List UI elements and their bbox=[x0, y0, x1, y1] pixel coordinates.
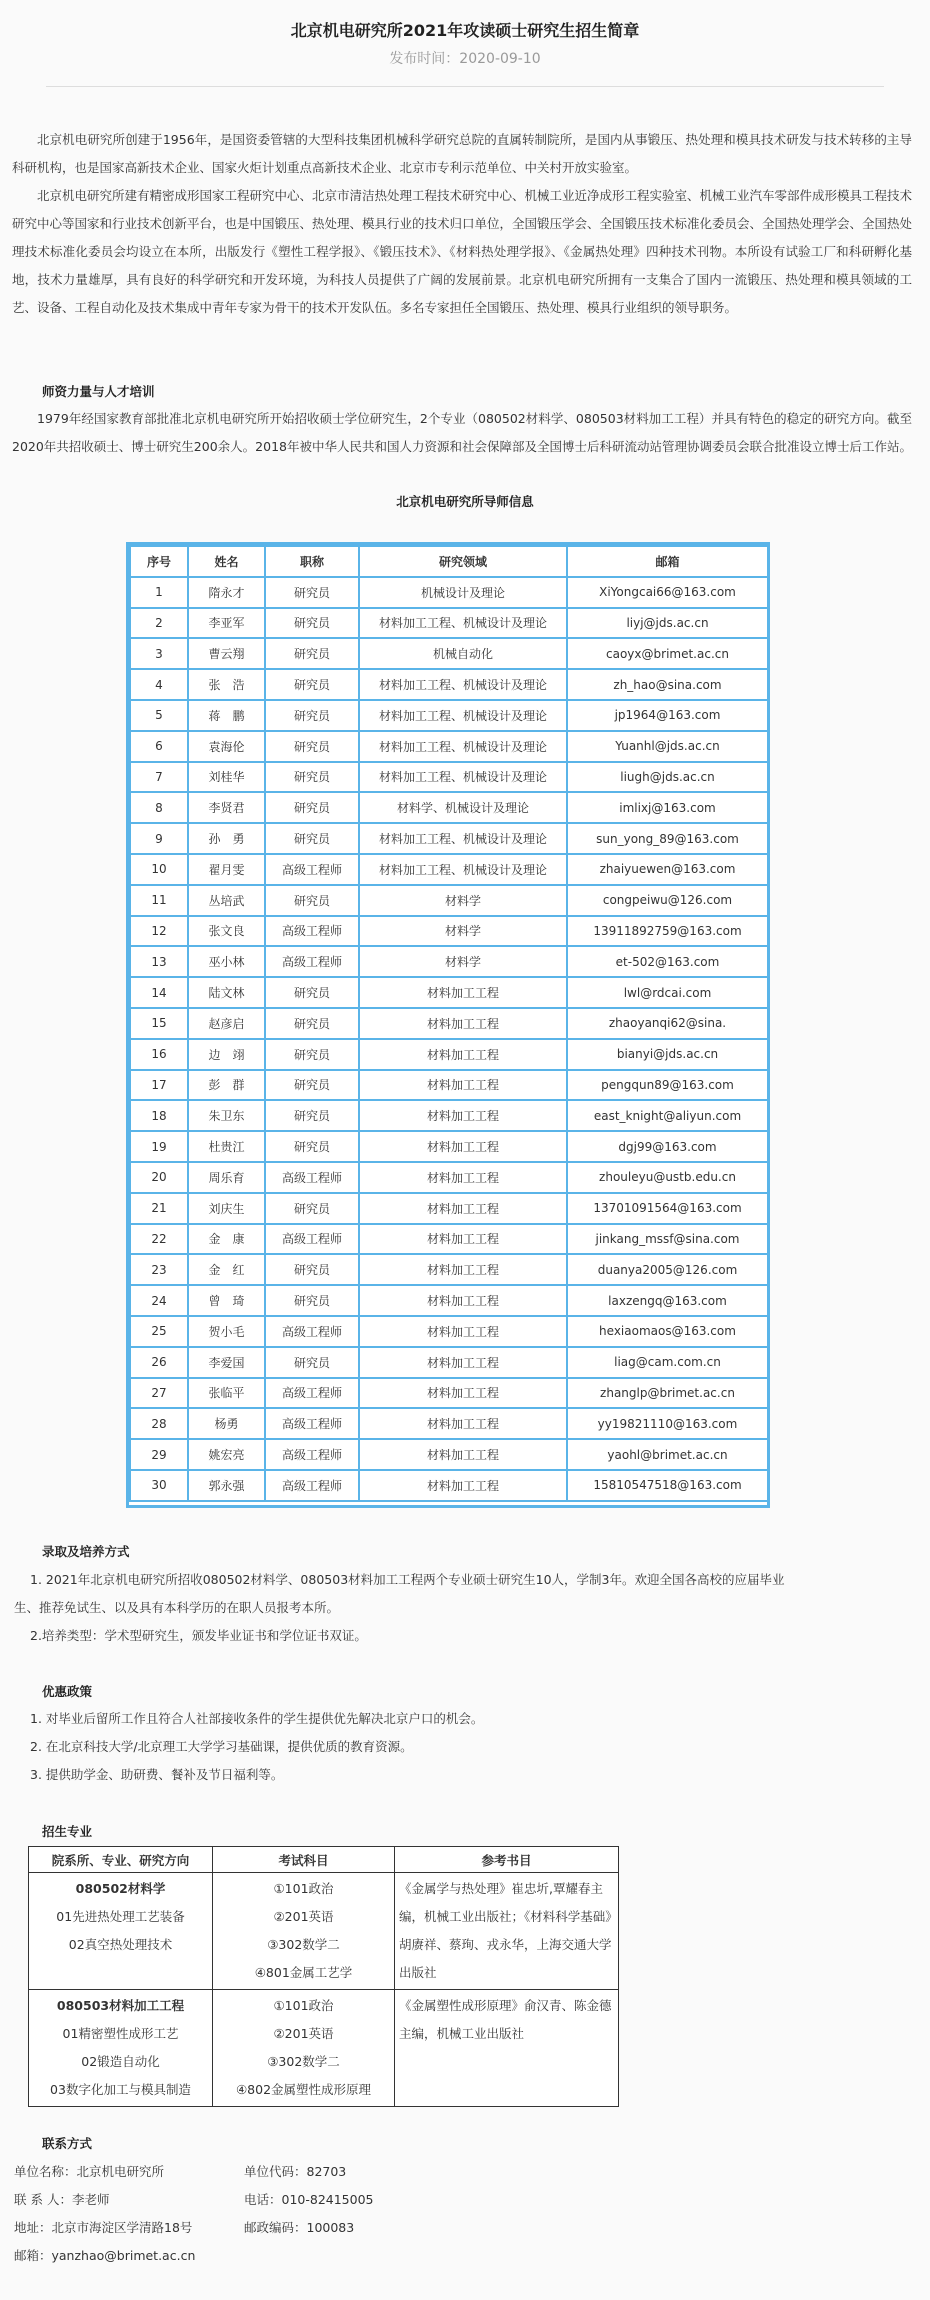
tutor-title: 高级工程师 bbox=[265, 1470, 359, 1501]
tutor-email[interactable]: liag@cam.com.cn bbox=[567, 1347, 768, 1378]
tutor-name: 姚宏亮 bbox=[188, 1439, 265, 1470]
contact-address: 地址：北京市海淀区学清路18号 bbox=[14, 2220, 193, 2235]
major-direction: 02真空热处理技术 bbox=[68, 1937, 173, 1952]
tutor-field: 材料加工工程 bbox=[359, 1378, 567, 1409]
tutor-table-header bbox=[130, 546, 768, 577]
tutor-title: 高级工程师 bbox=[265, 916, 359, 947]
tutor-field: 材料加工工程 bbox=[359, 1439, 567, 1470]
tutor-email[interactable]: east_knight@aliyun.com bbox=[567, 1100, 768, 1131]
major-direction: 03数字化加工与模具制造 bbox=[50, 2082, 191, 2097]
tutor-index: 17 bbox=[130, 1070, 188, 1101]
tutor-email[interactable]: bianyi@jds.ac.cn bbox=[567, 1039, 768, 1070]
benefits-heading: 优惠政策 bbox=[42, 1684, 93, 1699]
table-row bbox=[130, 1439, 768, 1470]
tutor-email[interactable]: lwl@rdcai.com bbox=[567, 977, 768, 1008]
tutor-field: 机械自动化 bbox=[359, 638, 567, 669]
col-header-title: 职称 bbox=[265, 546, 359, 577]
tutor-index: 10 bbox=[130, 854, 188, 885]
tutor-title: 研究员 bbox=[265, 577, 359, 608]
table-row bbox=[130, 1100, 768, 1131]
table-row bbox=[130, 1347, 768, 1378]
tutor-table-title: 北京机电研究所导师信息 bbox=[396, 494, 534, 509]
tutor-title: 高级工程师 bbox=[265, 1224, 359, 1255]
exam-subject: ②201英语 bbox=[273, 1909, 334, 1924]
table-row bbox=[130, 1008, 768, 1039]
tutor-name: 蒋 鹏 bbox=[188, 700, 265, 731]
tutor-name: 彭 群 bbox=[188, 1070, 265, 1101]
contact-person: 联 系 人：李老师 bbox=[14, 2192, 110, 2207]
tutor-field: 材料学 bbox=[359, 946, 567, 977]
tutor-name: 赵彦启 bbox=[188, 1008, 265, 1039]
divider bbox=[46, 86, 884, 87]
tutor-title: 研究员 bbox=[265, 638, 359, 669]
tutor-index: 20 bbox=[130, 1162, 188, 1193]
tutor-index: 29 bbox=[130, 1439, 188, 1470]
tutor-title: 研究员 bbox=[265, 608, 359, 639]
tutor-email[interactable]: duanya2005@126.com bbox=[567, 1254, 768, 1285]
benefits-line-2: 2. 在北京科技大学/北京理工大学学习基础课，提供优质的教育资源。 bbox=[30, 1739, 413, 1754]
admission-line-1: 1. 2021年北京机电研究所招收080502材料学、080503材料加工工程两个专业硕士研究生10人，学制3年。欢迎全国各高校的应届毕业 bbox=[30, 1572, 785, 1587]
exam-subject: ③302数学二 bbox=[267, 1937, 340, 1952]
table-row bbox=[130, 1193, 768, 1224]
tutor-title: 高级工程师 bbox=[265, 1439, 359, 1470]
tutor-index: 28 bbox=[130, 1408, 188, 1439]
tutor-field: 材料加工工程 bbox=[359, 1162, 567, 1193]
tutor-email[interactable]: jinkang_mssf@sina.com bbox=[567, 1224, 768, 1255]
tutor-index: 11 bbox=[130, 885, 188, 916]
tutor-email[interactable]: congpeiwu@126.com bbox=[567, 885, 768, 916]
exam-subject: ①101政治 bbox=[273, 1998, 334, 2013]
intro-paragraph-2: 北京机电研究所建有精密成形国家工程研究中心、北京市清洁热处理工程技术研究中心、机械工业近净成形工程实验室、机械工业汽车零部件成形模具工程技术研究中心等国家和行业技术创新平台，也是中国锻压、热处理、模具行业的技术归口单位，全国锻压学会、全国锻压技术标准化委员会、全国热处理学会、全国热处理技术标准化委员会均设立在本所，出版发行《塑性工程学报》、《锻压技术》、《材料热处理学报》、《金属热处理》四种技术刊物。本所设有试验工厂和科研孵化基地，技术力量雄厚，具有良好的科学研究和开发环境，为科技人员提供了广阔的发展前景。北京机电研究所拥有一支集合了国内一流锻压、热处理和模具领域的工艺、设备、工程自动化及技术集成中青年专家为骨干的技术开发队伍。多名专家担任全国锻压、热处理、模具行业组织的领导职务。 bbox=[12, 188, 913, 315]
tutor-field: 材料学 bbox=[359, 885, 567, 916]
tutor-index: 1 bbox=[130, 577, 188, 608]
tutor-name: 李爱国 bbox=[188, 1347, 265, 1378]
tutor-name: 朱卫东 bbox=[188, 1100, 265, 1131]
exam-subject: ②201英语 bbox=[273, 2026, 334, 2041]
major-direction: 01先进热处理工艺装备 bbox=[56, 1909, 185, 1924]
tutor-field: 材料加工工程 bbox=[359, 1008, 567, 1039]
table-row bbox=[130, 854, 768, 885]
major-direction: 01精密塑性成形工艺 bbox=[62, 2026, 179, 2041]
tutor-title: 研究员 bbox=[265, 977, 359, 1008]
tutor-index: 9 bbox=[130, 823, 188, 854]
tutor-title: 研究员 bbox=[265, 1008, 359, 1039]
table-row bbox=[130, 608, 768, 639]
tutor-field: 材料加工工程 bbox=[359, 1316, 567, 1347]
table-row bbox=[130, 731, 768, 762]
tutor-title: 研究员 bbox=[265, 1347, 359, 1378]
tutor-title: 研究员 bbox=[265, 1070, 359, 1101]
tutor-email[interactable]: 13701091564@163.com bbox=[567, 1193, 768, 1224]
major-books-cell: 《金属学与热处理》崔忠圻,覃耀春主编，机械工业出版社；《材料科学基础》胡赓祥、蔡珣、戎永华，上海交通大学出版社 bbox=[395, 1873, 619, 1990]
tutor-name: 隋永才 bbox=[188, 577, 265, 608]
table-row bbox=[130, 1131, 768, 1162]
tutor-title: 研究员 bbox=[265, 731, 359, 762]
tutor-index: 13 bbox=[130, 946, 188, 977]
table-row bbox=[130, 885, 768, 916]
tutor-email[interactable]: sun_yong_89@163.com bbox=[567, 823, 768, 854]
admission-heading: 录取及培养方式 bbox=[42, 1544, 130, 1559]
tutor-field: 材料加工工程、机械设计及理论 bbox=[359, 731, 567, 762]
tutor-index: 2 bbox=[130, 608, 188, 639]
table-row bbox=[130, 638, 768, 669]
tutor-email[interactable]: jp1964@163.com bbox=[567, 700, 768, 731]
tutor-email[interactable]: laxzengq@163.com bbox=[567, 1285, 768, 1316]
tutor-index: 23 bbox=[130, 1254, 188, 1285]
exam-subject: ④802金属塑性成形原理 bbox=[235, 2082, 372, 2097]
tutor-field: 材料加工工程 bbox=[359, 1039, 567, 1070]
table-row bbox=[130, 916, 768, 947]
tutor-field: 材料加工工程 bbox=[359, 1193, 567, 1224]
tutor-email[interactable]: pengqun89@163.com bbox=[567, 1070, 768, 1101]
tutor-field: 材料加工工程、机械设计及理论 bbox=[359, 700, 567, 731]
tutor-title: 研究员 bbox=[265, 669, 359, 700]
col-header-index: 序号 bbox=[130, 546, 188, 577]
tutor-email[interactable]: et-502@163.com bbox=[567, 946, 768, 977]
tutor-field: 材料加工工程、机械设计及理论 bbox=[359, 854, 567, 885]
tutor-title: 研究员 bbox=[265, 792, 359, 823]
table-row bbox=[130, 1285, 768, 1316]
major-program-cell bbox=[29, 1873, 213, 1990]
tutor-title: 研究员 bbox=[265, 1039, 359, 1070]
tutor-email[interactable]: dgj99@163.com bbox=[567, 1131, 768, 1162]
tutor-name: 周乐育 bbox=[188, 1162, 265, 1193]
tutor-title: 研究员 bbox=[265, 1254, 359, 1285]
contact-unit-name: 单位名称：北京机电研究所 bbox=[14, 2164, 165, 2179]
tutor-title: 高级工程师 bbox=[265, 946, 359, 977]
tutor-email[interactable]: hexiaomaos@163.com bbox=[567, 1316, 768, 1347]
tutor-title: 研究员 bbox=[265, 762, 359, 793]
tutor-index: 4 bbox=[130, 669, 188, 700]
col-header-name: 姓名 bbox=[188, 546, 265, 577]
tutor-email[interactable]: yy19821110@163.com bbox=[567, 1408, 768, 1439]
tutor-name: 丛培武 bbox=[188, 885, 265, 916]
tutor-index: 7 bbox=[130, 762, 188, 793]
table-row bbox=[130, 577, 768, 608]
tutor-email[interactable]: zhouleyu@ustb.edu.cn bbox=[567, 1162, 768, 1193]
tutor-field: 材料加工工程 bbox=[359, 1224, 567, 1255]
tutor-name: 曾 琦 bbox=[188, 1285, 265, 1316]
tutor-name: 张 浩 bbox=[188, 669, 265, 700]
tutor-table bbox=[126, 542, 770, 1508]
tutor-title: 研究员 bbox=[265, 700, 359, 731]
tutor-title: 研究员 bbox=[265, 1193, 359, 1224]
tutor-name: 李亚军 bbox=[188, 608, 265, 639]
tutor-title: 高级工程师 bbox=[265, 1316, 359, 1347]
tutor-title: 研究员 bbox=[265, 823, 359, 854]
table-row bbox=[130, 823, 768, 854]
tutor-index: 21 bbox=[130, 1193, 188, 1224]
col-header-field: 研究领域 bbox=[359, 546, 567, 577]
tutor-email[interactable]: zhaoyanqi62@sina. bbox=[567, 1008, 768, 1039]
benefits-line-1: 1. 对毕业后留所工作且符合人社部接收条件的学生提供优先解决北京户口的机会。 bbox=[30, 1711, 484, 1726]
major-exams-cell bbox=[213, 1873, 395, 1990]
tutor-name: 郭永强 bbox=[188, 1470, 265, 1501]
tutor-name: 杨勇 bbox=[188, 1408, 265, 1439]
tutor-field: 材料学 bbox=[359, 916, 567, 947]
col-header-email: 邮箱 bbox=[567, 546, 768, 577]
tutor-index: 3 bbox=[130, 638, 188, 669]
tutor-index: 24 bbox=[130, 1285, 188, 1316]
majors-table bbox=[28, 1846, 619, 2107]
majors-col-exams: 考试科目 bbox=[213, 1847, 395, 1873]
tutor-field: 材料加工工程 bbox=[359, 1347, 567, 1378]
tutor-field: 材料加工工程 bbox=[359, 1100, 567, 1131]
table-row bbox=[130, 977, 768, 1008]
major-books-cell: 《金属塑性成形原理》俞汉青、陈金德主编，机械工业出版社 bbox=[395, 1990, 619, 2107]
table-row bbox=[130, 1254, 768, 1285]
table-row bbox=[130, 1408, 768, 1439]
tutor-index: 25 bbox=[130, 1316, 188, 1347]
tutor-index: 15 bbox=[130, 1008, 188, 1039]
tutor-field: 材料加工工程 bbox=[359, 1254, 567, 1285]
table-row bbox=[130, 1039, 768, 1070]
majors-table-header bbox=[29, 1847, 619, 1873]
tutor-title: 高级工程师 bbox=[265, 1408, 359, 1439]
tutor-index: 18 bbox=[130, 1100, 188, 1131]
majors-col-program: 院系所、专业、研究方向 bbox=[29, 1847, 213, 1873]
tutor-name: 边 翊 bbox=[188, 1039, 265, 1070]
contact-email: 邮箱：yanzhao@brimet.ac.cn bbox=[14, 2248, 196, 2263]
tutor-name: 李贤君 bbox=[188, 792, 265, 823]
tutor-email[interactable]: imlixj@163.com bbox=[567, 792, 768, 823]
table-row bbox=[130, 1316, 768, 1347]
major-direction: 02锻造自动化 bbox=[81, 2054, 160, 2069]
table-row bbox=[130, 1070, 768, 1101]
tutor-name: 贺小毛 bbox=[188, 1316, 265, 1347]
majors-heading: 招生专业 bbox=[42, 1824, 93, 1839]
tutor-name: 曹云翔 bbox=[188, 638, 265, 669]
table-row bbox=[130, 946, 768, 977]
major-program-cell bbox=[29, 1990, 213, 2107]
contact-unit-code: 单位代码：82703 bbox=[244, 2164, 347, 2179]
exam-subject: ①101政治 bbox=[273, 1881, 334, 1896]
tutor-index: 14 bbox=[130, 977, 188, 1008]
tutor-email[interactable]: 13911892759@163.com bbox=[567, 916, 768, 947]
tutor-email[interactable]: 15810547518@163.com bbox=[567, 1470, 768, 1501]
tutor-email[interactable]: zh_hao@sina.com bbox=[567, 669, 768, 700]
table-row bbox=[130, 700, 768, 731]
tutor-email[interactable]: XiYongcai66@163.com bbox=[567, 577, 768, 608]
exam-subject: ③302数学二 bbox=[267, 2054, 340, 2069]
tutor-field: 材料加工工程 bbox=[359, 1285, 567, 1316]
tutor-email[interactable]: liyj@jds.ac.cn bbox=[567, 608, 768, 639]
tutor-email[interactable]: Yuanhl@jds.ac.cn bbox=[567, 731, 768, 762]
contact-phone: 电话：010-82415005 bbox=[244, 2192, 374, 2207]
tutor-name: 张文良 bbox=[188, 916, 265, 947]
tutor-index: 8 bbox=[130, 792, 188, 823]
tutor-index: 19 bbox=[130, 1131, 188, 1162]
table-row bbox=[130, 669, 768, 700]
table-row bbox=[130, 792, 768, 823]
tutor-name: 金 红 bbox=[188, 1254, 265, 1285]
tutor-index: 22 bbox=[130, 1224, 188, 1255]
tutor-index: 12 bbox=[130, 916, 188, 947]
tutor-index: 30 bbox=[130, 1470, 188, 1501]
tutor-field: 材料加工工程 bbox=[359, 1131, 567, 1162]
table-row bbox=[130, 1162, 768, 1193]
tutor-name: 陆文林 bbox=[188, 977, 265, 1008]
admission-line-2: 生、推荐免试生、以及具有本科学历的在职人员报考本所。 bbox=[14, 1600, 340, 1615]
tutor-title: 高级工程师 bbox=[265, 854, 359, 885]
page-title: 北京机电研究所2021年攻读硕士研究生招生简章 bbox=[290, 21, 640, 40]
tutor-title: 研究员 bbox=[265, 1285, 359, 1316]
tutor-name: 袁海伦 bbox=[188, 731, 265, 762]
exam-subject: ④801金属工艺学 bbox=[254, 1965, 353, 1980]
tutor-name: 孙 勇 bbox=[188, 823, 265, 854]
tutor-index: 27 bbox=[130, 1378, 188, 1409]
tutor-title: 高级工程师 bbox=[265, 1162, 359, 1193]
tutor-name: 张临平 bbox=[188, 1378, 265, 1409]
publish-date: 发布时间：2020-09-10 bbox=[389, 51, 541, 67]
tutor-title: 研究员 bbox=[265, 1100, 359, 1131]
tutor-index: 16 bbox=[130, 1039, 188, 1070]
tutor-name: 杜贵江 bbox=[188, 1131, 265, 1162]
admission-line-3: 2.培养类型：学术型研究生，颁发毕业证书和学位证书双证。 bbox=[30, 1628, 367, 1643]
tutor-email[interactable]: zhaiyuewen@163.com bbox=[567, 854, 768, 885]
major-name: 080502材料学 bbox=[75, 1881, 166, 1896]
tutor-index: 26 bbox=[130, 1347, 188, 1378]
tutor-field: 材料加工工程 bbox=[359, 1470, 567, 1501]
contact-heading: 联系方式 bbox=[42, 2136, 93, 2151]
tutor-name: 巫小林 bbox=[188, 946, 265, 977]
table-row bbox=[130, 1378, 768, 1409]
table-row bbox=[130, 1224, 768, 1255]
tutor-index: 6 bbox=[130, 731, 188, 762]
major-row bbox=[29, 1873, 619, 1990]
tutor-field: 材料加工工程、机械设计及理论 bbox=[359, 762, 567, 793]
table-row bbox=[130, 762, 768, 793]
contact-postcode: 邮政编码：100083 bbox=[244, 2220, 355, 2235]
tutor-email[interactable]: caoyx@brimet.ac.cn bbox=[567, 638, 768, 669]
majors-col-books: 参考书目 bbox=[395, 1847, 619, 1873]
tutor-field: 材料加工工程 bbox=[359, 977, 567, 1008]
tutor-field: 材料学、机械设计及理论 bbox=[359, 792, 567, 823]
tutor-index: 5 bbox=[130, 700, 188, 731]
tutor-name: 刘桂华 bbox=[188, 762, 265, 793]
major-exams-cell bbox=[213, 1990, 395, 2107]
tutor-name: 金 康 bbox=[188, 1224, 265, 1255]
faculty-heading: 师资力量与人才培训 bbox=[42, 384, 155, 399]
tutor-name: 翟月雯 bbox=[188, 854, 265, 885]
tutor-email[interactable]: yaohl@brimet.ac.cn bbox=[567, 1439, 768, 1470]
tutor-title: 研究员 bbox=[265, 1131, 359, 1162]
intro-paragraph-1: 北京机电研究所创建于1956年，是国资委管辖的大型科技集团机械科学研究总院的直属转制院所，是国内从事锻压、热处理和模具技术研发与技术转移的主导科研机构，也是国家高新技术企业、国家火炬计划重点高新技术企业、北京市专利示范单位、中关村开放实验室。 bbox=[12, 132, 912, 175]
tutor-field: 材料加工工程、机械设计及理论 bbox=[359, 608, 567, 639]
benefits-line-3: 3. 提供助学金、助研费、餐补及节日福利等。 bbox=[30, 1767, 284, 1782]
tutor-name: 刘庆生 bbox=[188, 1193, 265, 1224]
tutor-field: 材料加工工程、机械设计及理论 bbox=[359, 669, 567, 700]
tutor-field: 材料加工工程、机械设计及理论 bbox=[359, 823, 567, 854]
tutor-title: 研究员 bbox=[265, 885, 359, 916]
tutor-field: 材料加工工程 bbox=[359, 1070, 567, 1101]
major-name: 080503材料加工工程 bbox=[56, 1998, 185, 2013]
faculty-paragraph: 1979年经国家教育部批准北京机电研究所开始招收硕士学位研究生，2个专业（080502材料学、080503材料加工工程）并具有特色的稳定的研究方向。截至2020年共招收硕士、博士研究生200余人。2018年被中华人民共和国人力资源和社会保障部及全国博士后科研流动站管理协调委员会联合批准设立博士后工作站。 bbox=[12, 411, 912, 454]
tutor-email[interactable]: liugh@jds.ac.cn bbox=[567, 762, 768, 793]
tutor-title: 高级工程师 bbox=[265, 1378, 359, 1409]
tutor-field: 机械设计及理论 bbox=[359, 577, 567, 608]
major-row bbox=[29, 1990, 619, 2107]
tutor-email[interactable]: zhanglp@brimet.ac.cn bbox=[567, 1378, 768, 1409]
table-row bbox=[130, 1470, 768, 1501]
tutor-field: 材料加工工程 bbox=[359, 1408, 567, 1439]
